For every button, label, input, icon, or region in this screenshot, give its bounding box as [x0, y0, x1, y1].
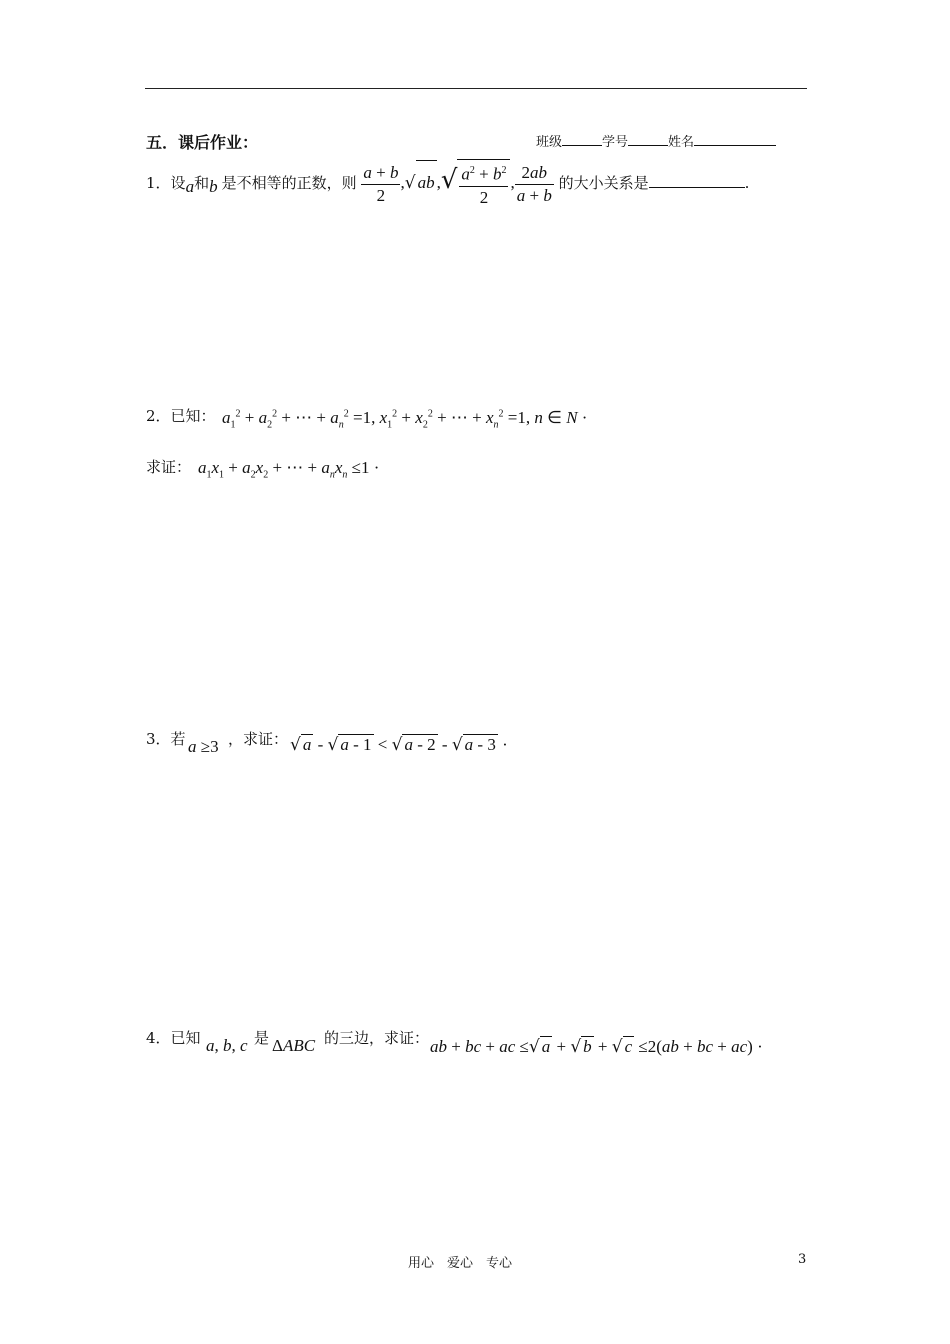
- question-1: 1．设a和b 是不相等的正数，则 $\frac{a + b}{2}$ ,√ ab ,√ $\frac{a^2 + b^2}{2}$ , $\frac{2ab}{a + b}$ 的大小关系是 .: [146, 158, 749, 209]
- footer-motto: 用心 爱心 专心: [408, 1256, 513, 1271]
- question-4: [146, 1027, 201, 1048]
- q1-text: 和: [194, 174, 210, 192]
- section-title: 五．课后作业：: [146, 133, 259, 152]
- name-label: 姓名: [668, 135, 695, 150]
- class-blank[interactable]: [562, 132, 602, 146]
- q2-given-formula: $a_1^2 + a_2^2$ + ⋯ + $a_n^2 =1$, $x_1^2 + x_2^2$ + ⋯ + $x_n^2 =1$, n ∈ N ·: [222, 408, 588, 431]
- q1-text: 是不相等的正数，则: [221, 174, 357, 192]
- q4-variables-formula: a, b, c: [206, 1036, 248, 1055]
- question-2-given-label: [146, 405, 216, 426]
- page-number: 3: [798, 1252, 807, 1267]
- q2-prove-formula: $a_1x_1 + a_2x_2$ + ⋯ + $a_nx_n \le 1$ ·: [198, 458, 380, 481]
- q1-number: 1．: [146, 174, 171, 192]
- q4-text: 是: [254, 1029, 270, 1047]
- q2-number: 2．: [146, 407, 171, 425]
- q4-prove-formula: ab + bc + ac ≤√ a + √ b + √ c ≤2(ab + bc + ac) ·: [430, 1037, 763, 1057]
- q1-answer-blank[interactable]: [649, 174, 745, 188]
- top-rule: [145, 88, 807, 89]
- q1-end: .: [744, 174, 750, 192]
- q1-text: 的大小关系是: [558, 174, 649, 192]
- q1-text: 设: [170, 174, 186, 192]
- name-blank[interactable]: [694, 132, 776, 146]
- q4-text: 已知: [170, 1029, 201, 1047]
- id-label: 学号: [602, 135, 629, 150]
- q3-number: 3．: [146, 730, 171, 748]
- q2-prove-label: 求证：: [146, 458, 192, 476]
- q4-number: 4．: [146, 1029, 171, 1047]
- q2-given-label: 已知：: [170, 407, 216, 425]
- q4-text: 的三边，求证：: [324, 1029, 430, 1047]
- q3-condition-formula: a ≥3: [188, 737, 219, 756]
- question-3: [146, 728, 186, 749]
- q1-formula: $\frac{a + b}{2}$: [363, 162, 399, 205]
- student-info: [536, 131, 776, 150]
- class-label: 班级: [536, 135, 563, 150]
- q3-text: ，求证：: [228, 730, 289, 748]
- id-blank[interactable]: [628, 132, 668, 146]
- q4-triangle-formula: ΔABC: [272, 1036, 316, 1055]
- q3-text: 若: [170, 730, 186, 748]
- q3-prove-formula: √ a - √ a - 1 < √ a - 2 - √ a - 3 ·: [290, 735, 508, 755]
